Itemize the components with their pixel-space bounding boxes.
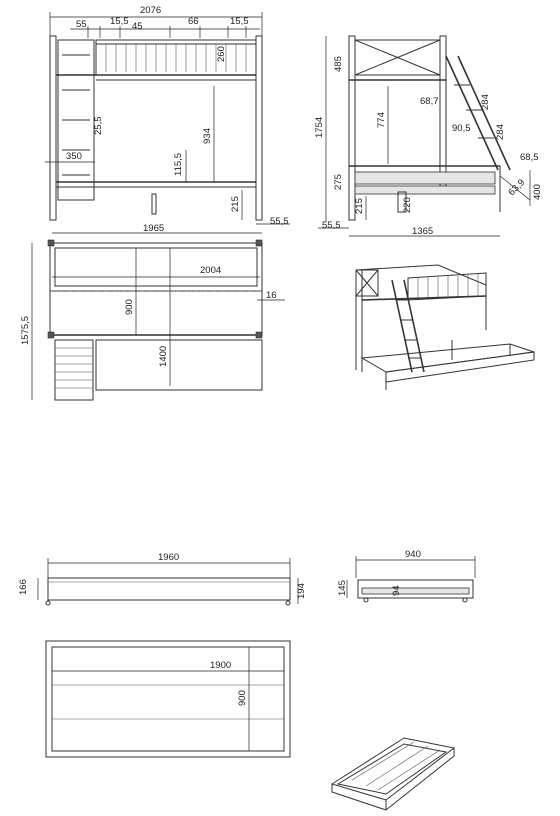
side-bed-gap-label: 774	[376, 112, 387, 128]
front-overall-width-label: 2076	[140, 5, 162, 16]
drawer-length-label: 1960	[158, 552, 180, 563]
side-step-2-label: 284	[495, 124, 506, 140]
drawer-isometric	[332, 738, 454, 810]
drawer-height-left-label: 166	[18, 579, 29, 595]
drawer-side-height-label: 145	[337, 580, 348, 596]
top-lower-width-label: 1400	[158, 345, 169, 367]
front-rail-height-label: 260	[216, 46, 227, 62]
drawer-top-view	[46, 641, 290, 757]
side-view	[314, 36, 543, 237]
side-ladder-foot-label: 400	[532, 184, 543, 200]
side-leg-left-label: 215	[354, 198, 365, 214]
front-d5-label: 15,5	[230, 16, 249, 27]
drawer-inner-length-label: 1900	[210, 660, 232, 671]
front-ladder-gap-label: 25,5	[93, 116, 104, 135]
front-d1-label: 55	[76, 19, 87, 30]
isometric-bed	[356, 265, 534, 390]
top-view	[20, 240, 285, 400]
front-d3-label: 45	[132, 21, 143, 32]
front-d4-label: 66	[188, 16, 199, 27]
side-top-rail-label: 485	[333, 56, 344, 72]
drawer-inner-height-label: 94	[391, 585, 402, 596]
top-length-label: 2004	[200, 265, 222, 276]
side-lower-rail-label: 275	[333, 174, 344, 190]
side-base-width-label: 1365	[412, 226, 434, 237]
top-upper-width-label: 900	[124, 299, 135, 315]
front-ladder-width-label: 350	[66, 151, 82, 162]
side-ladder-depth-label: 68,5	[520, 152, 539, 163]
front-bed-height-label: 934	[202, 128, 213, 144]
side-total-height-label: 1754	[314, 116, 325, 138]
side-base-offset-label: 55,5	[322, 220, 341, 231]
front-foot-label: 55,5	[270, 216, 289, 227]
drawer-side-view	[337, 549, 475, 602]
front-lower-gap-label: 115,5	[173, 152, 184, 176]
side-drawer-gap-label: 220	[402, 197, 413, 213]
side-angle-c-label: 63,9	[506, 177, 528, 199]
front-d2-label: 15,5	[110, 16, 129, 27]
drawer-front-view	[18, 552, 307, 605]
side-angle-b-label: 90,5	[452, 123, 471, 134]
drawer-inner-width-label: 900	[237, 690, 248, 706]
drawer-height-right-label: 194	[296, 583, 307, 599]
front-view	[45, 5, 290, 234]
top-side-offset-label: 16	[266, 290, 277, 301]
front-length-label: 1965	[143, 223, 165, 234]
side-step-1-label: 284	[480, 94, 491, 110]
front-leg-height-label: 215	[230, 196, 241, 212]
top-depth-total-label: 1575,5	[20, 315, 31, 345]
drawer-width-label: 940	[405, 549, 421, 560]
side-angle-a-label: 68,7	[420, 96, 439, 107]
